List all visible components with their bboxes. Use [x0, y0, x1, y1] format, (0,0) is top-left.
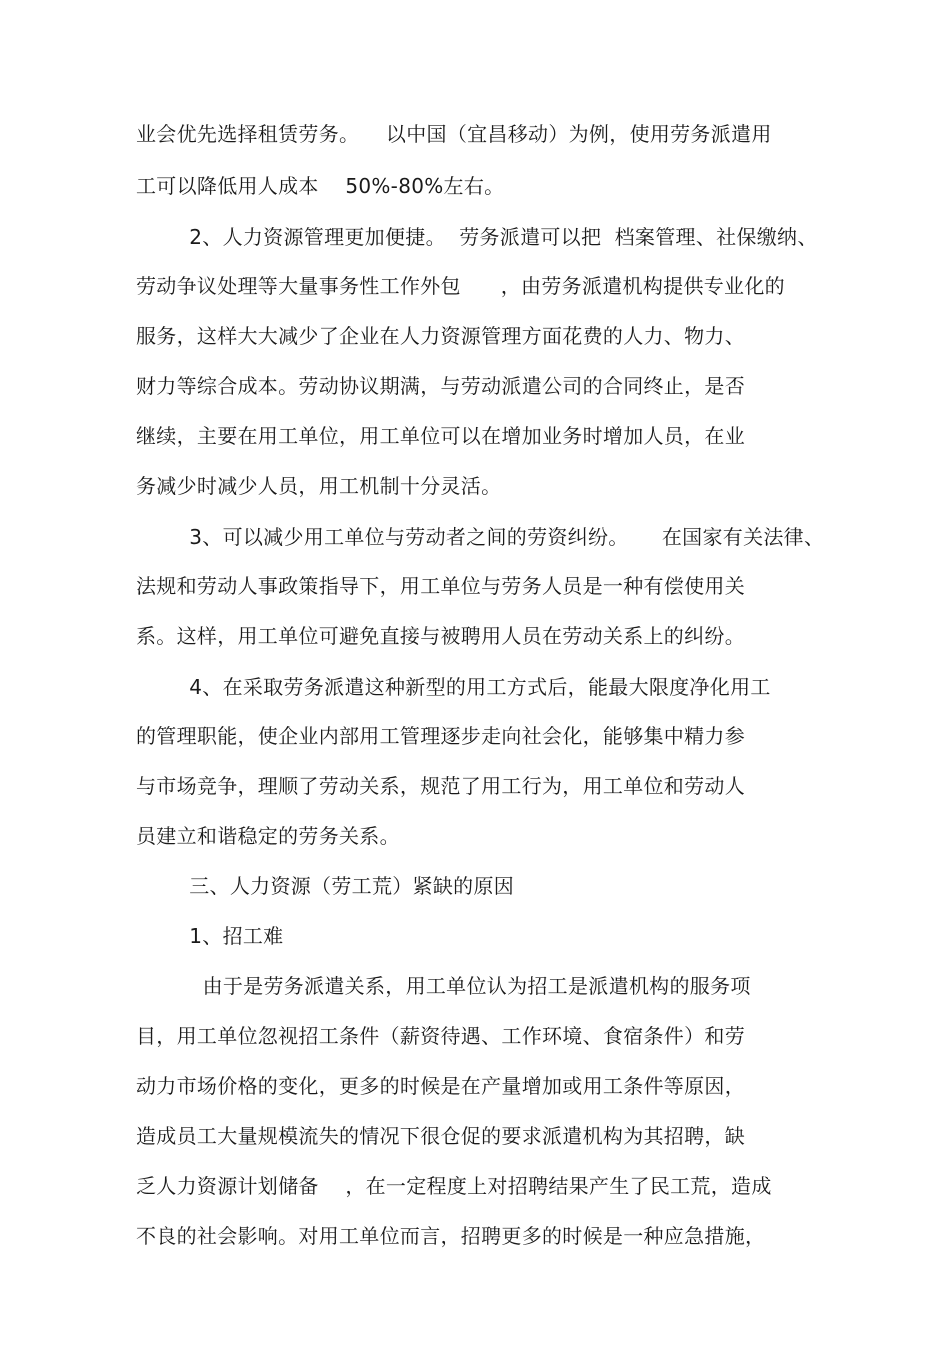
text-line: 法规和劳动人事政策指导下，用工单位与劳务人员是一种有偿使用关	[136, 574, 745, 598]
subsection-heading: 1、招工难	[136, 924, 284, 948]
text-line: 4、在采取劳务派遣这种新型的用工方式后，能最大限度净化用工	[136, 675, 771, 699]
text-line: 2、人力资源管理更加便捷。 劳务派遣可以把 档案管理、社保缴纳、	[136, 225, 818, 249]
text-line: 造成员工大量规模流失的情况下很仓促的要求派遣机构为其招聘，缺	[136, 1124, 745, 1148]
text-line: 乏人力资源计划储备 ，在一定程度上对招聘结果产生了民工荒，造成	[136, 1174, 772, 1198]
text-line: 财力等综合成本。劳动协议期满，与劳动派遣公司的合同终止，是否	[136, 374, 745, 398]
text-line: 继续，主要在用工单位，用工单位可以在增加业务时增加人员，在业	[136, 424, 745, 448]
text-line: 系。这样，用工单位可避免直接与被聘用人员在劳动关系上的纠纷。	[136, 624, 745, 648]
text-line: 劳动争议处理等大量事务性工作外包 ，由劳务派遣机构提供专业化的	[136, 274, 785, 298]
text-line: 目，用工单位忽视招工条件（薪资待遇、工作环境、食宿条件）和劳	[136, 1024, 745, 1048]
text-line: 的管理职能，使企业内部用工管理逐步走向社会化，能够集中精力参	[136, 724, 745, 748]
text-line: 与市场竞争，理顺了劳动关系，规范了用工行为，用工单位和劳动人	[136, 774, 745, 798]
text-line: 由于是劳务派遣关系，用工单位认为招工是派遣机构的服务项	[136, 974, 751, 998]
text-line: 不良的社会影响。对用工单位而言，招聘更多的时候是一种应急措施，	[136, 1224, 766, 1248]
text-line: 务减少时减少人员，用工机制十分灵活。	[136, 474, 502, 498]
text-line: 业会优先选择租赁劳务。 以中国（宜昌移动）为例，使用劳务派遣用	[136, 122, 772, 146]
text-line: 动力市场价格的变化，更多的时候是在产量增加或用工条件等原因，	[136, 1074, 745, 1098]
text-line: 3、可以减少用工单位与劳动者之间的劳资纠纷。 在国家有关法律、	[136, 525, 825, 549]
text-line: 员建立和谐稳定的劳务关系。	[136, 824, 400, 848]
section-heading: 三、人力资源（劳工荒）紧缺的原因	[136, 874, 515, 898]
text-line: 服务，这样大大减少了企业在人力资源管理方面花费的人力、物力、	[136, 324, 745, 348]
text-line: 工可以降低用人成本 50%-80%左右。	[136, 174, 505, 198]
